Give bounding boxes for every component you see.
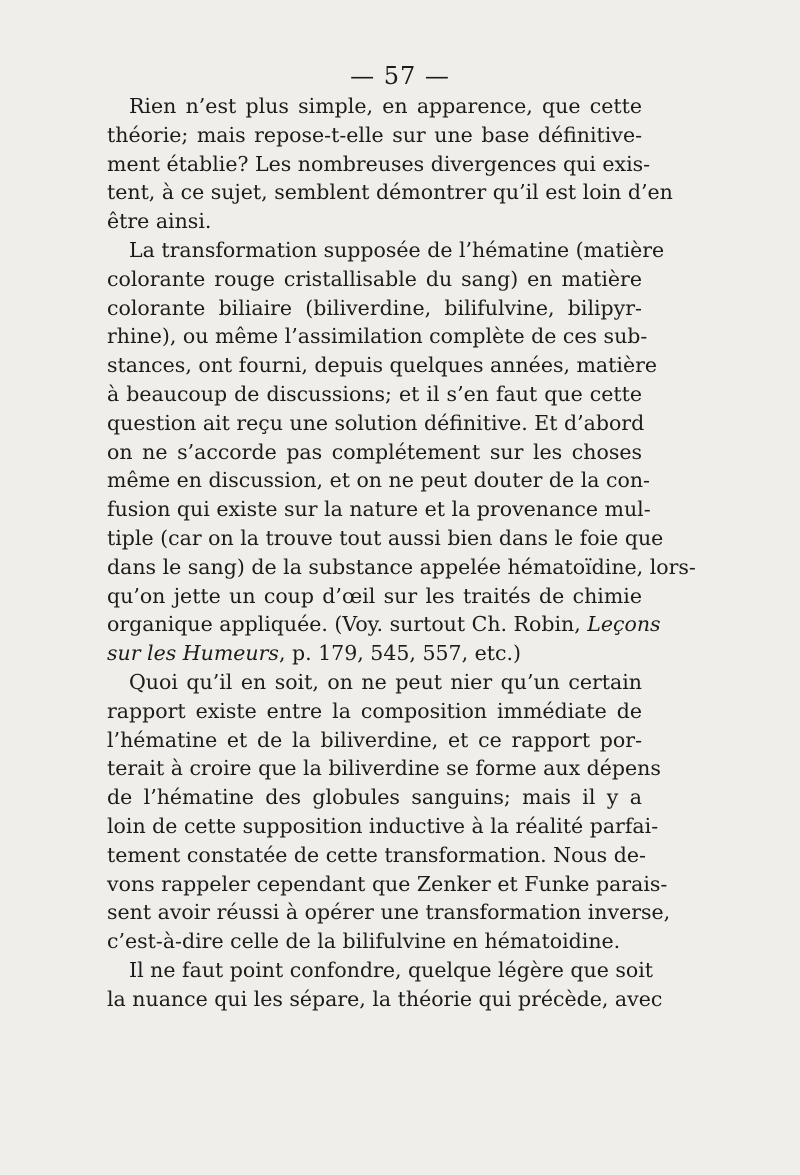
- line-text: colorante rouge cristallisable du sang) en matière: [107, 266, 642, 291]
- text-line: [107, 294, 642, 323]
- line-text: , p. 179, 545, 557, etc.): [278, 641, 521, 666]
- line-text: tiple (car on la trouve tout aussi bien dans le foie que: [107, 525, 664, 550]
- text-line: [107, 380, 642, 409]
- text-line: [107, 438, 642, 467]
- text-line: [107, 322, 648, 351]
- text-line: [107, 495, 651, 524]
- text-line: [107, 178, 673, 207]
- text-line: [107, 956, 654, 985]
- text-line: [107, 466, 650, 495]
- text-line: [107, 841, 646, 870]
- text-line: [107, 92, 642, 121]
- body-text: [107, 92, 696, 1014]
- line-text: organique appliquée. (Voy. surtout Ch. Robin,: [107, 612, 581, 637]
- text-line: [107, 553, 696, 582]
- line-text: théorie; mais repose-t-elle sur une base définitive-: [107, 122, 642, 147]
- line-text: terait à croire que la biliverdine se forme aux dépens: [107, 756, 661, 781]
- line-text: loin de cette supposition inductive à la réalité parfai-: [107, 813, 659, 838]
- line-text: fusion qui existe sur la nature et la provenance mul-: [107, 497, 651, 522]
- text-line: [107, 927, 642, 956]
- text-line: [107, 236, 665, 265]
- text-line: [107, 754, 661, 783]
- text-line: [107, 783, 642, 812]
- italic-title: Leçons: [587, 612, 661, 637]
- text-line: [107, 639, 642, 668]
- text-line: [107, 351, 658, 380]
- text-line: [107, 121, 642, 150]
- text-line: [107, 870, 668, 899]
- line-text: colorante biliaire (biliverdine, bilifulvine, bilipyr-: [107, 295, 642, 320]
- page-number: — 57 —: [350, 62, 450, 90]
- text-line: [107, 697, 642, 726]
- text-line: [107, 898, 671, 927]
- line-text: stances, ont fourni, depuis quelques années, matière: [107, 353, 658, 378]
- line-text: La transformation supposée de l’hématine (matière: [129, 237, 665, 262]
- line-text: Il ne faut point confondre, quelque légère que soit: [129, 957, 654, 982]
- line-text: tent, à ce sujet, semblent démontrer qu’il est loin d’en: [107, 180, 673, 205]
- line-text: à beaucoup de discussions; et il s’en faut que cette: [107, 381, 642, 406]
- text-line: [107, 668, 642, 697]
- line-text: la nuance qui les sépare, la théorie qui précède, avec: [107, 986, 663, 1011]
- line-text: tement constatée de cette transformation. Nous de-: [107, 842, 646, 867]
- line-text: être ainsi.: [107, 209, 212, 234]
- line-text: ment établie? Les nombreuses divergences qui exis-: [107, 151, 651, 176]
- line-text: vons rappeler cependant que Zenker et Funke parais-: [107, 871, 668, 896]
- line-text: qu’on jette un coup d’œil sur les traités de chimie: [107, 583, 642, 608]
- line-text: Rien n’est plus simple, en apparence, que cette: [129, 94, 642, 118]
- line-text: Quoi qu’il en soit, on ne peut nier qu’un certain: [129, 669, 642, 694]
- line-text: rhine), ou même l’assimilation complète de ces sub-: [107, 324, 648, 349]
- text-line: [107, 409, 645, 438]
- text-line: [107, 812, 659, 841]
- line-text: question ait reçu une solution définitive. Et d’abord: [107, 410, 645, 435]
- text-line: [107, 150, 651, 179]
- line-text: sent avoir réussi à opérer une transformation inverse,: [107, 900, 671, 925]
- text-line: [107, 726, 642, 755]
- line-text: c’est-à-dire celle de la bilifulvine en hématoidine.: [107, 929, 621, 954]
- line-text: rapport existe entre la composition immédiate de: [107, 698, 642, 723]
- text-line: [107, 582, 642, 611]
- text-line: [107, 985, 663, 1014]
- text-line: [107, 265, 642, 294]
- line-text: même en discussion, et on ne peut douter de la con-: [107, 468, 650, 493]
- line-text: de l’hématine des globules sanguins; mais il y a: [107, 785, 642, 810]
- text-line: [107, 524, 664, 553]
- text-line: [107, 610, 661, 639]
- text-line: [107, 207, 642, 236]
- italic-title: sur les Humeurs: [107, 641, 279, 666]
- line-text: on ne s’accorde pas complétement sur les choses: [107, 439, 642, 464]
- line-text: l’hématine et de la biliverdine, et ce rapport por-: [107, 727, 642, 752]
- line-text: dans le sang) de la substance appelée hématoïdine, lors-: [107, 554, 696, 579]
